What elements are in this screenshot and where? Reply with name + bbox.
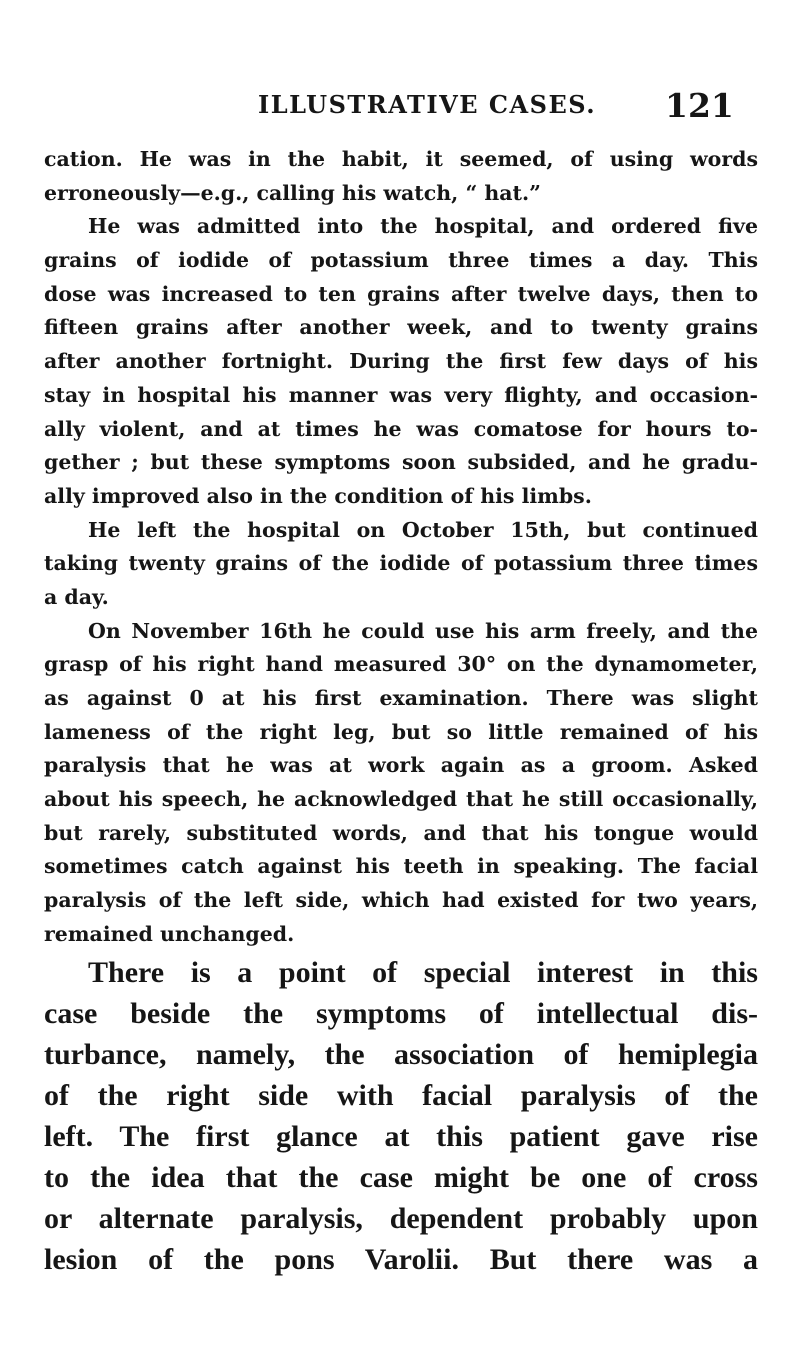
running-title: ILLUSTRATIVE CASES. — [258, 90, 597, 119]
text-line: taking twenty grains of the iodide of potassium three times — [44, 551, 758, 576]
text-line: but rarely, substituted words, and that his tongue would — [44, 820, 758, 845]
text-line: lameness of the right leg, but so little remained of his — [44, 719, 758, 744]
text-line: about his speech, he acknowledged that he still occasionally, — [44, 787, 758, 812]
text-line: erroneously—e.g., calling his watch, “ hat.” — [44, 180, 541, 205]
text-line: He left the hospital on October 15th, but continued — [88, 517, 758, 542]
page-number: 121 — [665, 86, 734, 125]
text-line: as against 0 at his first examination. There was slight — [44, 686, 758, 710]
text-line: cation. He was in the habit, it seemed, of using words — [44, 147, 758, 171]
text-line: left. The first glance at this patient gave rise — [44, 1119, 758, 1153]
body-text — [44, 143, 758, 1280]
text-line: a day. — [44, 584, 109, 609]
text-line: ally improved also in the condition of his limbs. — [44, 483, 592, 508]
text-line: dose was increased to ten grains after twelve days, then to — [44, 281, 758, 306]
text-line: case beside the symptoms of intellectual dis- — [44, 996, 758, 1030]
commentary-paragraph — [44, 952, 758, 1280]
text-line: stay in hospital his manner was very flighty, and occasion- — [44, 382, 758, 407]
text-line: fifteen grains after another week, and to twenty grains — [44, 315, 758, 340]
text-line: ally violent, and at times he was comatose for hours to- — [44, 416, 758, 441]
text-line: to the idea that the case might be one of cross — [44, 1160, 758, 1194]
text-line: remained unchanged. — [44, 921, 295, 946]
case-narrative — [44, 143, 758, 952]
text-line: or alternate paralysis, dependent probably upon — [44, 1201, 758, 1235]
text-line: On November 16th he could use his arm freely, and the — [88, 618, 758, 643]
text-line: There is a point of special interest in this — [88, 955, 758, 989]
text-line: turbance, namely, the association of hemiplegia — [44, 1037, 758, 1071]
text-line: sometimes catch against his teeth in speaking. The facial — [44, 854, 758, 879]
text-line: gether ; but these symptoms soon subsided, and he gradu- — [44, 450, 758, 475]
text-line: lesion of the pons Varolii. But there was a — [44, 1242, 758, 1276]
text-line: of the right side with facial paralysis of the — [44, 1078, 758, 1112]
text-line: paralysis of the left side, which had existed for two years, — [44, 888, 758, 913]
running-header — [0, 86, 800, 126]
text-line: grains of iodide of potassium three times a day. This — [44, 248, 758, 273]
text-line: after another fortnight. During the first few days of his — [44, 349, 758, 374]
text-line: grasp of his right hand measured 30° on the dynamometer, — [44, 652, 758, 677]
text-line: He was admitted into the hospital, and ordered five — [88, 214, 758, 239]
text-line: paralysis that he was at work again as a groom. Asked — [44, 753, 758, 778]
